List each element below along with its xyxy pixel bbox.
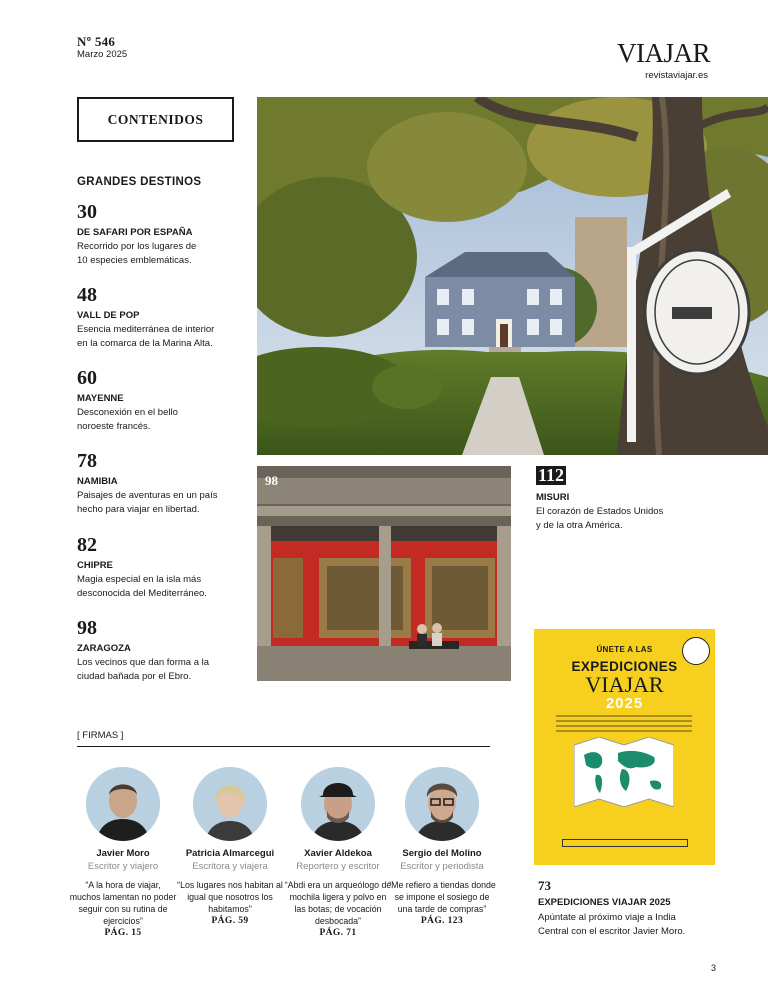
destination-entry[interactable] — [77, 284, 252, 351]
destination-desc: Los vecinos que dan forma a la ciudad bañada por el Ebro. — [77, 657, 210, 682]
author-portrait-icon — [86, 767, 160, 841]
issue-number: Nº 546 — [77, 34, 116, 49]
destination-desc: Recorrido por los lugares de 10 especies emblemáticas. — [77, 241, 197, 266]
author-quote: “Abdi era un arqueólogo de mochila ligera y polvo en las botas; de vocación desbocada” — [284, 880, 392, 926]
photo-misuri-inn[interactable] — [257, 97, 768, 455]
author-portrait-icon — [301, 767, 375, 841]
destination-entry[interactable] — [77, 617, 252, 684]
cover-footer-strip — [562, 839, 688, 847]
author-card[interactable] — [388, 848, 496, 927]
photo-zaragoza-illustration — [257, 466, 511, 681]
destination-page: 30 — [77, 201, 97, 223]
destination-entry[interactable] — [77, 450, 252, 517]
issue-date: Marzo 2025 — [77, 49, 128, 60]
author-role: Escritor y viajero — [87, 861, 159, 872]
brand-url[interactable]: revistaviajar.es — [645, 70, 708, 81]
author-quote: “Me refiero a tiendas donde se impone el sosiego de una tarde de compras” — [388, 880, 496, 914]
destination-desc: Paisajes de aventuras en un país hecho para viajar en libertad. — [77, 490, 218, 515]
contents-heading: CONTENIDOS — [77, 97, 234, 142]
section-title: GRANDES DESTINOS — [77, 176, 202, 188]
destination-page: 82 — [77, 534, 97, 556]
firmas-label: [ FIRMAS ] — [77, 730, 124, 741]
author-page-ref: PÁG. 59 — [211, 916, 249, 926]
author-name: Xavier Aldekoa — [304, 848, 372, 859]
author-page-ref: PÁG. 123 — [420, 916, 464, 926]
avatar — [405, 767, 479, 841]
destination-title: DE SAFARI POR ESPAÑA — [77, 227, 193, 238]
cover-body-text — [556, 715, 692, 735]
author-name: Sergio del Molino — [402, 848, 482, 859]
author-card[interactable] — [284, 848, 392, 939]
destination-page: 78 — [77, 450, 97, 472]
destination-entry[interactable] — [77, 367, 252, 434]
destination-page: 48 — [77, 284, 97, 306]
expediciones-page: 73 — [538, 878, 551, 893]
destination-desc: Magia especial en la isla más desconocida del Mediterráneo. — [77, 574, 207, 599]
avatar — [301, 767, 375, 841]
world-map-icon — [574, 737, 674, 807]
page-number: 3 — [711, 963, 717, 973]
author-card[interactable] — [69, 848, 177, 939]
destination-entry[interactable] — [77, 534, 252, 601]
firmas-divider — [77, 746, 490, 747]
misuri-title[interactable]: MISURI — [536, 492, 570, 503]
author-name: Javier Moro — [96, 848, 150, 859]
photo-page-badge: 98 — [265, 473, 278, 488]
author-card[interactable] — [176, 848, 284, 927]
destination-entry[interactable] — [77, 201, 252, 268]
expediciones-desc: Apúntate al próximo viaje a India Central con el escritor Javier Moro. — [538, 912, 686, 937]
avatar — [86, 767, 160, 841]
destination-title: CHIPRE — [77, 560, 113, 571]
brand-logo: VIAJAR — [617, 38, 711, 68]
author-role: Escritor y periodista — [400, 861, 484, 872]
misuri-desc: El corazón de Estados Unidos y de la otra América. — [536, 506, 664, 531]
photo-zaragoza-hall[interactable] — [257, 466, 511, 681]
avatar — [193, 767, 267, 841]
author-portrait-icon — [405, 767, 479, 841]
destination-page: 60 — [77, 367, 97, 389]
cover-year: 2025 — [605, 695, 644, 712]
cover-title: EXPEDICIONES — [571, 659, 678, 674]
destination-title: ZARAGOZA — [77, 643, 131, 654]
expediciones-cover[interactable] — [534, 629, 715, 865]
author-role: Escritora y viajera — [192, 861, 268, 872]
destination-page: 98 — [77, 617, 97, 639]
cover-kicker: ÚNETE A LAS — [596, 645, 653, 654]
author-role: Reportero y escritor — [296, 861, 380, 872]
destination-title: NAMIBIA — [77, 476, 118, 487]
destination-desc: Desconexión en el bello noroeste francés. — [77, 407, 178, 432]
expediciones-title[interactable]: EXPEDICIONES VIAJAR 2025 — [538, 897, 671, 908]
author-portrait-icon — [193, 767, 267, 841]
destination-title: VALL DE POP — [77, 310, 140, 321]
misuri-page: 112 — [538, 465, 565, 485]
destination-desc: Esencia mediterránea de interior en la comarca de la Marina Alta. — [77, 324, 215, 349]
photo-misuri-inn-illustration — [257, 97, 768, 455]
author-page-ref: PÁG. 71 — [319, 928, 357, 938]
author-name: Patricia Almarcegui — [185, 848, 275, 859]
author-quote: “Los lugares nos habitan al igual que nosotros los habitamos” — [177, 880, 283, 914]
destination-title: MAYENNE — [77, 393, 124, 404]
author-page-ref: PÁG. 15 — [104, 928, 142, 938]
cover-brand: VIAJAR — [585, 672, 664, 697]
author-quote: “A la hora de viajar, muchos lamentan no poder seguir con su rutina de ejercicios” — [69, 880, 177, 926]
